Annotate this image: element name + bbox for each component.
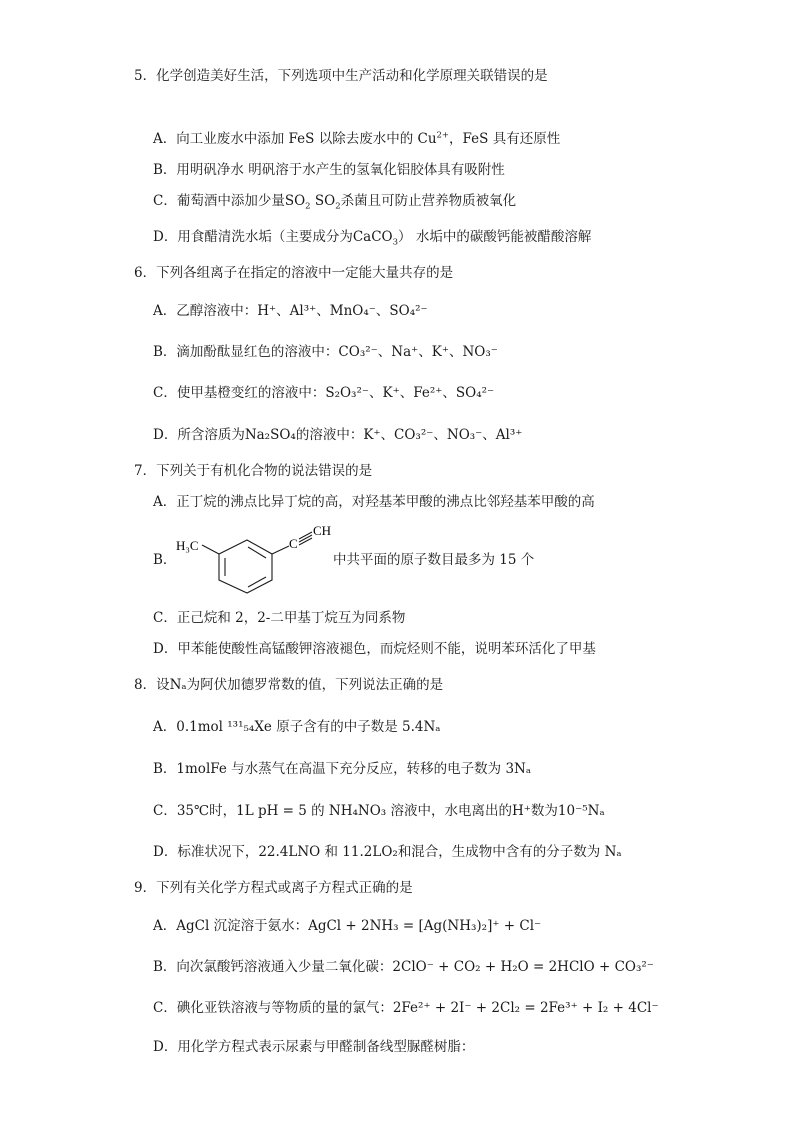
q9-option-c: C．碘化亚铁溶液与等物质的量的氯气：2Fe²⁺ + 2I⁻ + 2Cl₂ = 2Fe³⁺ + I₂ + 4Cl⁻ bbox=[153, 1000, 659, 1016]
q7-option-b-label: B． bbox=[153, 552, 177, 568]
q5-option-b: B．用明矾净水 明矾溶于水产生的氢氧化铝胶体具有吸附性 bbox=[153, 162, 505, 178]
q8-option-b: B．1molFe 与水蒸气在高温下充分反应，转移的电子数为 3Nₐ bbox=[153, 761, 532, 777]
q8-stem: 8．设Nₐ为阿伏加德罗常数的值，下列说法正确的是 bbox=[134, 677, 444, 693]
q7-option-a: A．正丁烷的沸点比异丁烷的高，对羟基苯甲酸的沸点比邻羟基苯甲酸的高 bbox=[153, 494, 595, 510]
q6-stem: 6．下列各组离子在指定的溶液中一定能大量共存的是 bbox=[134, 265, 454, 281]
q9-stem: 9．下列有关化学方程式或离子方程式正确的是 bbox=[134, 880, 413, 896]
methyl-group-label: H₃C bbox=[176, 538, 199, 553]
q9-option-b: B．向次氯酸钙溶液通入少量二氧化碳：2ClO⁻ + CO₂ + H₂O = 2HClO + CO₃²⁻ bbox=[153, 959, 654, 975]
q6-option-d: D．所含溶质为Na₂SO₄的溶液中：K⁺、CO₃²⁻、NO₃⁻、Al³⁺ bbox=[153, 427, 523, 443]
q9-option-a: A．AgCl 沉淀溶于氨水：AgCl + 2NH₃ = [Ag(NH₃)₂]⁺ + Cl⁻ bbox=[153, 918, 542, 934]
carbon-label: C bbox=[289, 536, 298, 551]
toluene-alkyne-structure bbox=[172, 520, 337, 595]
q8-option-c: C．35℃时，1L pH = 5 的 NH₄NO₃ 溶液中，水电离出的H⁺数为10⁻⁵Nₐ bbox=[153, 803, 605, 819]
q5-option-a: A．向工业废水中添加 FeS 以除去废水中的 $Cu^{2+}$，FeS 具有还原性 bbox=[153, 130, 561, 147]
q8-option-d: D．标准状况下，22.4LNO 和 11.2LO₂和混合，生成物中含有的分子数为 Nₐ bbox=[153, 844, 622, 860]
ch-label: CH bbox=[313, 523, 332, 538]
q6-option-c: C．使甲基橙变红的溶液中：S₂O₃²⁻、K⁺、Fe²⁺、SO₄²⁻ bbox=[153, 385, 495, 401]
q7-option-b-text: 中共平面的原子数目最多为 15 个 bbox=[333, 552, 535, 568]
q6-option-b: B．滴加酚酞显红色的溶液中：CO₃²⁻、Na⁺、K⁺、NO₃⁻ bbox=[153, 344, 498, 360]
q7-stem: 7．下列关于有机化合物的说法错误的是 bbox=[134, 463, 373, 479]
q7-option-d: D．甲苯能使酸性高锰酸钾溶液褪色，而烷烃则不能，说明苯环活化了甲基 bbox=[153, 641, 596, 657]
q5-option-d: D．用食醋清洗水垢（主要成分为CaCO$_3$） 水垢中的碳酸钙能被醋酸溶解 bbox=[153, 229, 592, 248]
q5-option-c: C．葡萄酒中添加少量$SO_2$ $SO_2$杀菌且可防止营养物质被氧化 bbox=[153, 193, 517, 212]
q8-option-a: A．0.1mol ¹³¹₅₄Xe 原子含有的中子数是 5.4Nₐ bbox=[153, 719, 441, 735]
q7-option-c: C．正己烷和 2，2-二甲基丁烷互为同系物 bbox=[153, 610, 406, 626]
q6-option-a: A．乙醇溶液中：H⁺、Al³⁺、MnO₄⁻、SO₄²⁻ bbox=[153, 303, 428, 319]
q5-stem: 5．化学创造美好生活，下列选项中生产活动和化学原理关联错误的是 bbox=[134, 68, 548, 84]
q9-option-d: D．用化学方程式表示尿素与甲醛制备线型脲醛树脂： bbox=[153, 1039, 475, 1055]
